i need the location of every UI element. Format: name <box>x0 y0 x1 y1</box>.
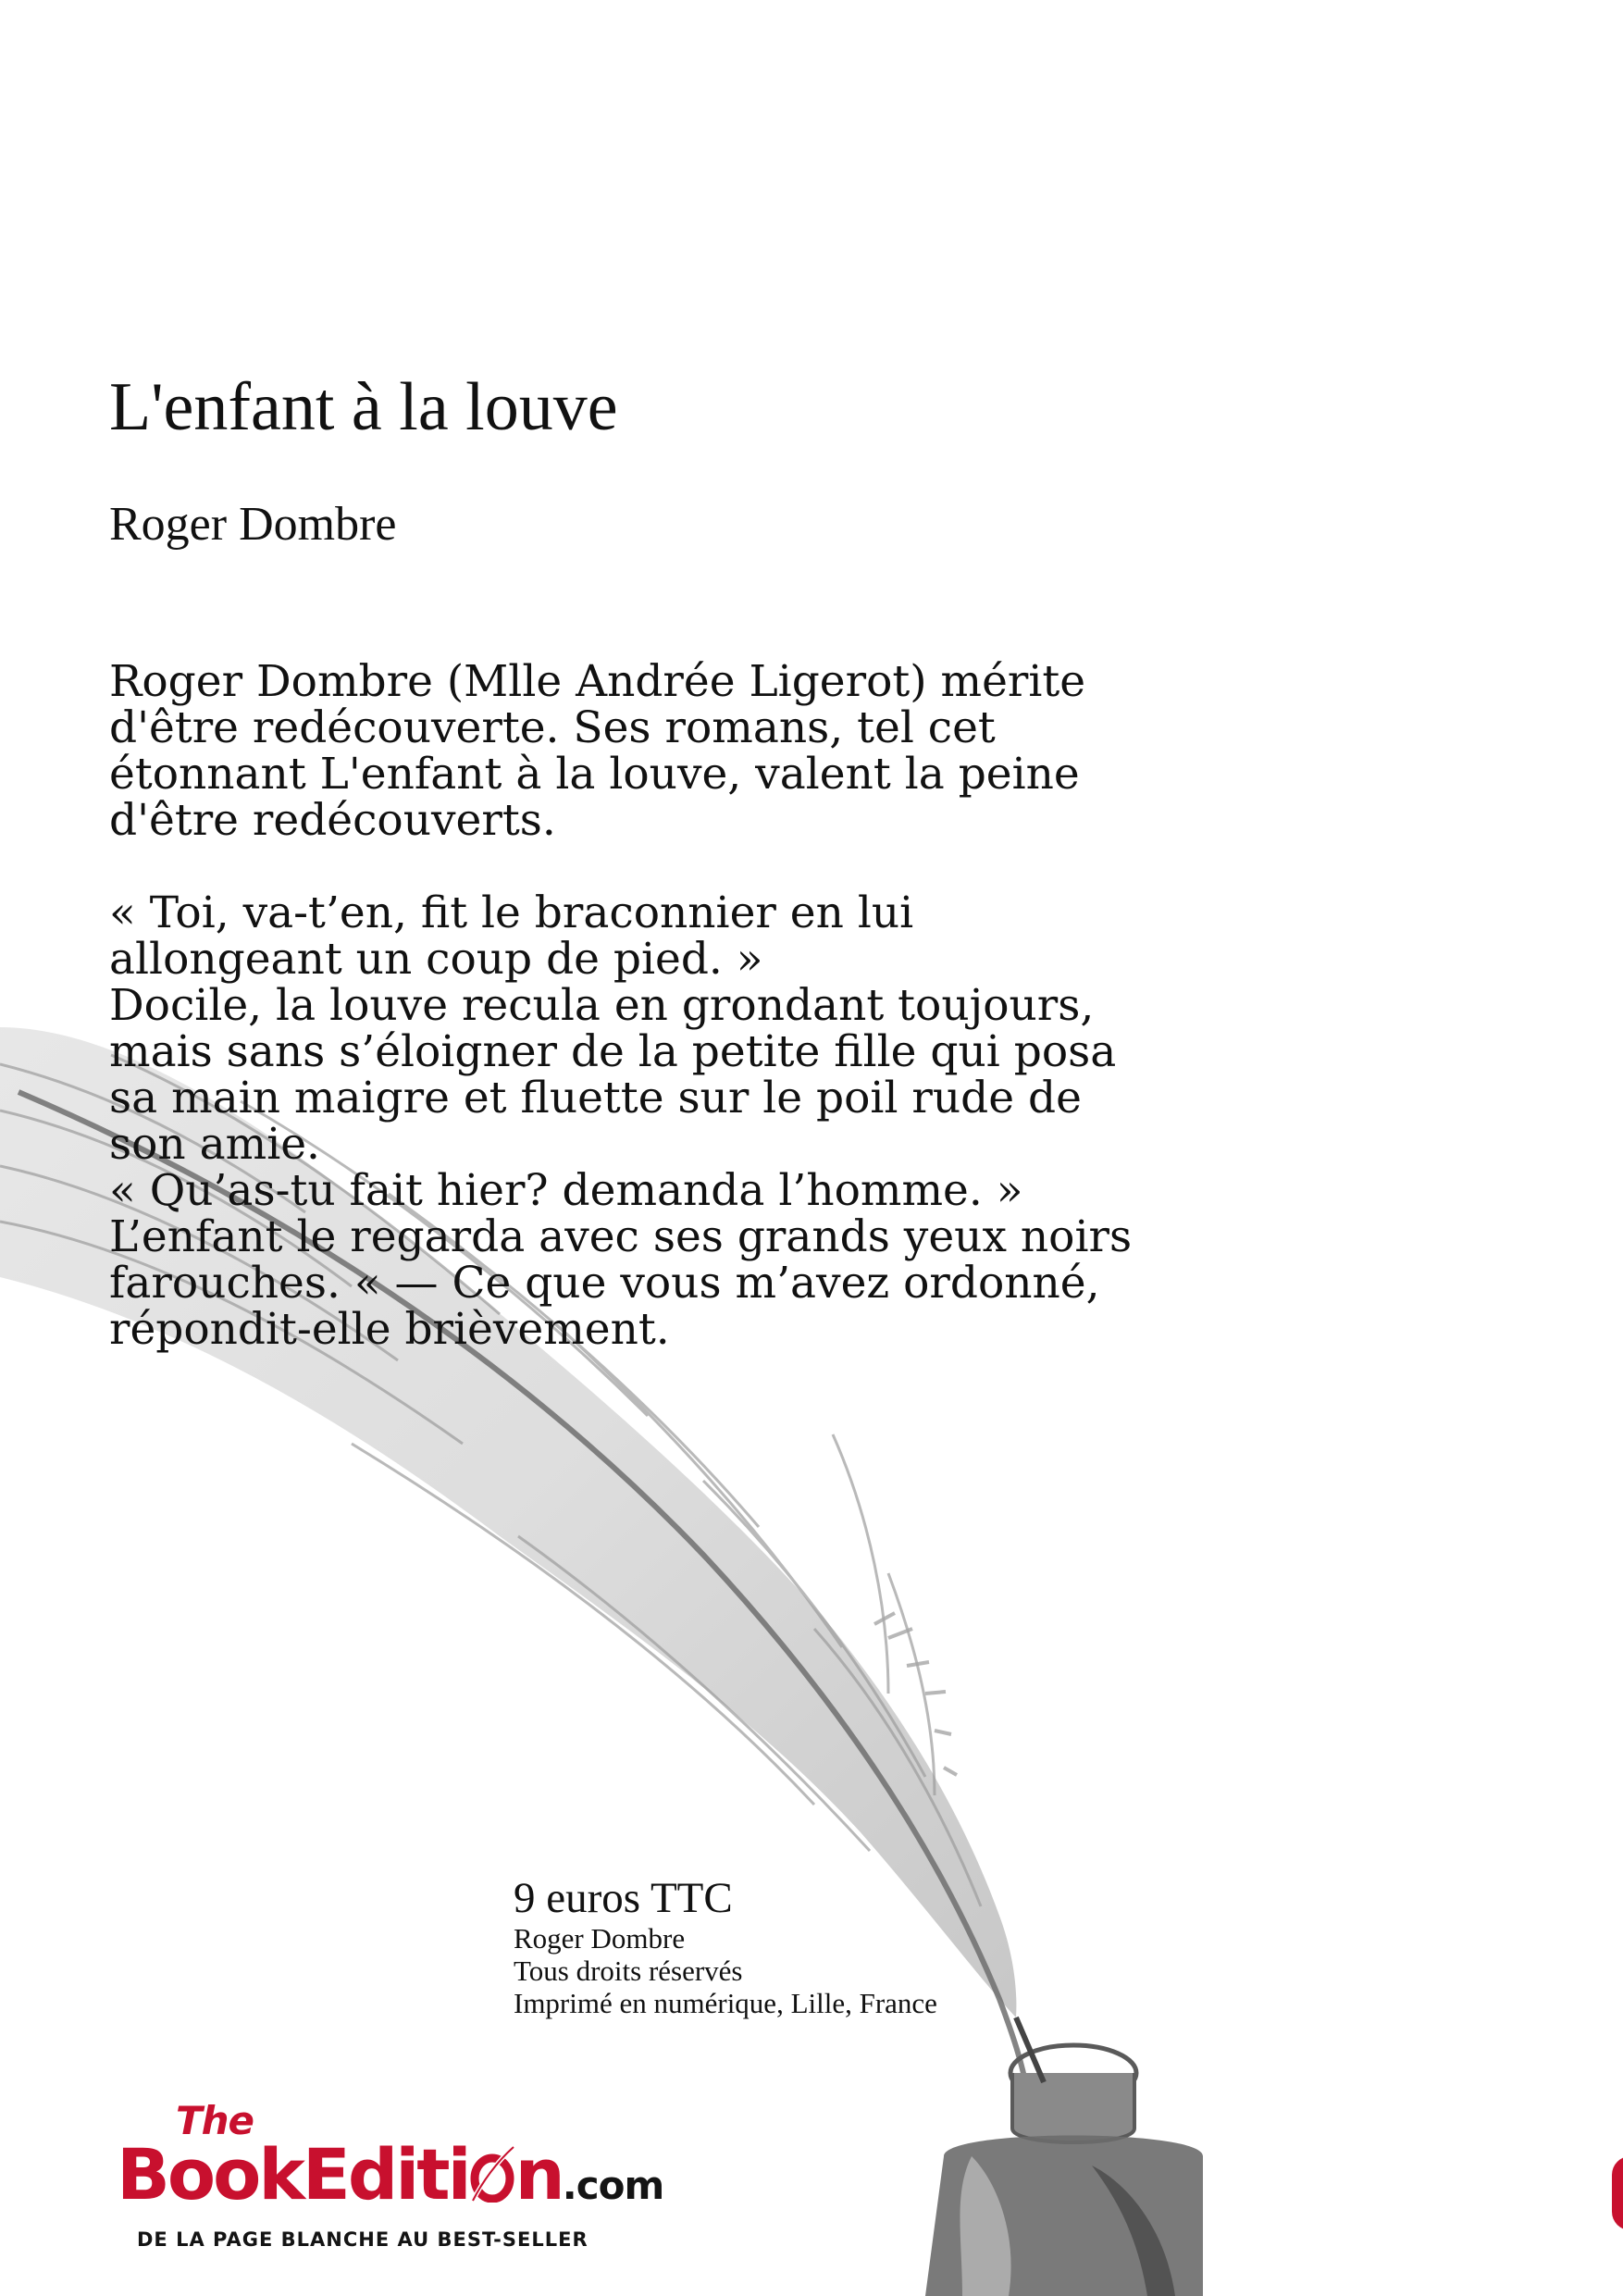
excerpt-line: Docile, la louve recula en grondant toujours, <box>109 980 1095 1031</box>
excerpt-line: « Toi, va-t’en, fit le braconnier en lui <box>109 887 914 938</box>
edge-red-mark <box>1612 2156 1623 2230</box>
back-cover-blurb <box>109 656 1257 1355</box>
blurb-intro-line: étonnant L'enfant à la louve, valent la peine <box>109 749 1080 800</box>
paragraph-spacer <box>109 844 1257 890</box>
colophon <box>514 1874 937 2019</box>
publisher-logo <box>117 2098 664 2277</box>
excerpt-line: farouches. « — Ce que vous m’avez ordonné, <box>109 1258 1100 1309</box>
logo-name-part2: n <box>514 2133 563 2215</box>
excerpt-line: sa main maigre et fluette sur le poil rude de <box>109 1073 1082 1123</box>
excerpt-line: répondit-elle brièvement. <box>109 1304 670 1355</box>
blurb-intro-line: d'être redécouverts. <box>109 795 556 846</box>
excerpt-line: allongeant un coup de pied. » <box>109 934 763 985</box>
blurb-intro-line: d'être redécouverte. Ses romans, tel cet <box>109 702 996 753</box>
logo-domain: .com <box>562 2163 664 2208</box>
excerpt-line: « Qu’as-tu fait hier? demanda l’homme. » <box>109 1165 1023 1216</box>
inkwell-icon <box>925 2017 1203 2296</box>
book-title: L'enfant à la louve <box>109 369 618 445</box>
excerpt-line: mais sans s’éloigner de la petite fille qui posa <box>109 1026 1117 1077</box>
blurb-intro-line: Roger Dombre (Mlle Andrée Ligerot) mérite <box>109 656 1086 707</box>
publisher-tagline: DE LA PAGE BLANCHE AU BEST-SELLER <box>137 2228 588 2251</box>
excerpt-line: son amie. <box>109 1119 321 1170</box>
feather-o-icon <box>469 2145 515 2203</box>
price: 9 euros TTC <box>514 1874 733 1922</box>
logo-wordmark <box>117 2133 664 2225</box>
book-author: Roger Dombre <box>109 498 397 551</box>
logo-the: The <box>176 2098 254 2143</box>
colophon-author: Roger Dombre <box>514 1922 686 1955</box>
printing-notice: Imprimé en numérique, Lille, France <box>514 1987 937 2019</box>
excerpt-line: L’enfant le regarda avec ses grands yeux noirs <box>109 1211 1133 1262</box>
logo-name-part1: BookEditi <box>117 2133 469 2215</box>
rights-notice: Tous droits réservés <box>514 1955 743 1987</box>
